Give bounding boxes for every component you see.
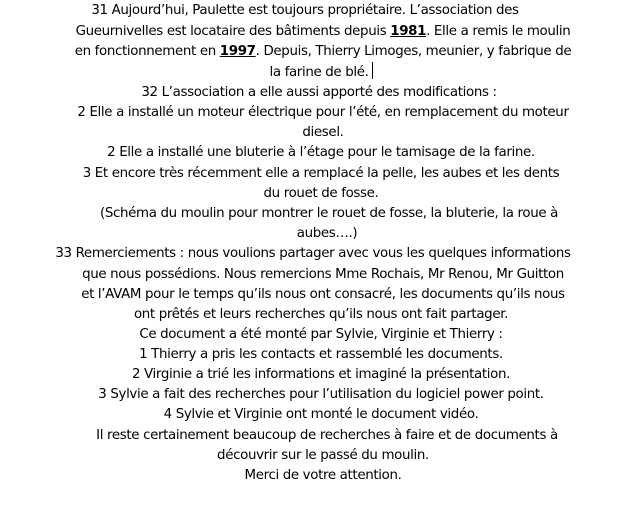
- p31-line-2-text-b: . Elle a remis le moulin: [426, 24, 571, 39]
- p33-line-4: ont prêtés et leurs recherches qu’ils nous ont fait partager.: [133, 307, 509, 322]
- p31-line-2-text-a: Gueurnivelles est locataire des bâtiments depuis: [75, 24, 391, 39]
- p33-line-1: 33 Remerciements : nous voulions partager avec vous les quelques informations: [55, 246, 571, 261]
- p31-line-3: [6, 42, 634, 62]
- p32-item-1-line-1: 2 Elle a installé un moteur électrique pour l’été, en remplacement du moteur: [77, 105, 569, 120]
- p32-item-1-line-2: diesel.: [302, 125, 344, 140]
- p32-note-line-2: aubes….): [296, 226, 358, 241]
- p33-line-5: Ce document a été monté par Sylvie, Virginie et Thierry :: [139, 327, 503, 342]
- year-1981: 1981: [390, 24, 427, 39]
- year-1997: 1997: [219, 44, 256, 59]
- p32-item-2: 2 Elle a installé une bluterie à l’étage pour le tamisage de la farine.: [107, 145, 535, 160]
- p31-line-3-text-a: en fonctionnement en: [74, 44, 220, 59]
- p33-line-2: que nous possédions. Nous remercions Mme Rochais, Mr Renou, Mr Guitton: [82, 267, 564, 282]
- p31-line-4[interactable]: [4, 62, 634, 82]
- p33-line-6: Il reste certainement beaucoup de recherches à faire et de documents à: [96, 428, 558, 443]
- closing-thanks: Merci de votre attention.: [244, 468, 402, 483]
- p33-line-7: découvrir sur le passé du moulin.: [217, 448, 429, 463]
- p32-note-line-1: (Schéma du moulin pour montrer le rouet de fosse, la bluterie, la roue à: [100, 206, 558, 221]
- p33-line-3: et l’AVAM pour le temps qu’ils nous ont consacré, les documents qu’ils nous: [81, 287, 565, 302]
- p31-line-2: [6, 22, 634, 42]
- p33-credit-3: 3 Sylvie a fait des recherches pour l’utilisation du logiciel power point.: [98, 387, 544, 402]
- p33-credit-2: 2 Virginie a trié les informations et imaginé la présentation.: [131, 367, 511, 382]
- text-cursor: [372, 62, 373, 79]
- p33-credit-4: 4 Sylvie et Virginie ont monté le document vidéo.: [163, 407, 479, 422]
- p33-credit-1: 1 Thierry a pris les contacts et rassemblé les documents.: [139, 347, 503, 362]
- p32-item-3-line-1: 3 Et encore très récemment elle a remplacé la pelle, les aubes et les dents: [82, 166, 560, 181]
- p31-line-4-text: la farine de blé.: [269, 65, 369, 80]
- p31-line-1: 31 Aujourd’hui, Paulette est toujours propriétaire. L’association des: [91, 3, 519, 18]
- p32-heading: 32 L’association a elle aussi apporté des modifications :: [141, 85, 497, 100]
- p31-line-3-text-b: . Depuis, Thierry Limoges, meunier, y fabrique de: [255, 44, 572, 59]
- p32-item-3-line-2: du rouet de fosse.: [263, 186, 379, 201]
